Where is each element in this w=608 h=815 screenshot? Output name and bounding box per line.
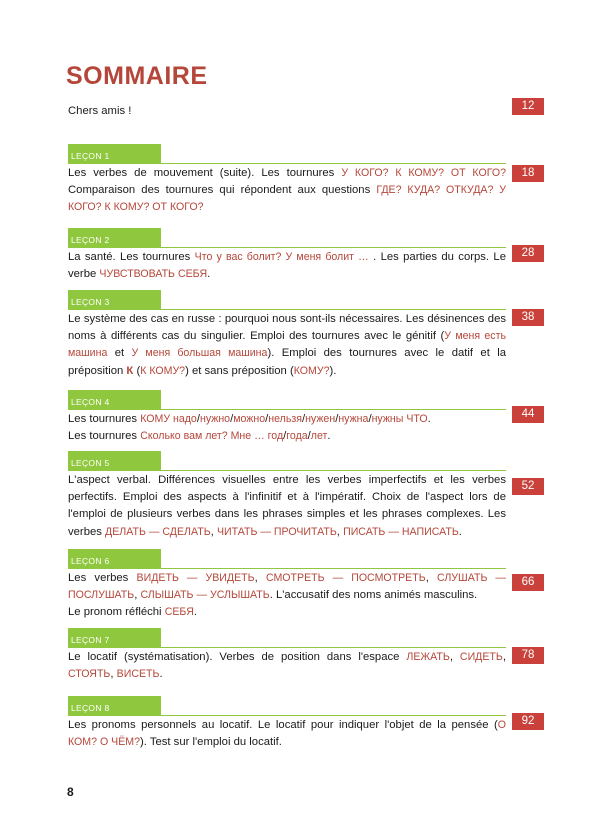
lesson-divider [68,247,506,248]
lesson-description [68,649,506,683]
lesson-divider [68,163,506,164]
lesson-label: LEÇON 1 [68,144,161,163]
lesson-5-page-badge: 52 [512,478,544,495]
lesson-divider [68,470,506,471]
description-text: , [449,651,460,663]
lesson-1 [68,144,506,217]
description-text: , [210,525,217,538]
description-text: , [110,668,117,681]
lesson-label: LEÇON 8 [68,696,161,715]
lesson-label: LEÇON 4 [68,390,161,409]
russian-term: можно [233,413,266,425]
description-text: / [230,413,234,425]
russian-term: нельзя [268,413,302,425]
description-text: La santé. Les tournures [68,251,195,263]
russian-term: ПИСАТЬ — НАПИСАТЬ [343,525,459,538]
lesson-description [68,249,506,283]
description-text: . [458,525,462,538]
lesson-description [68,570,506,622]
lesson-label: LEÇON 6 [68,549,161,568]
russian-term: У меня есть машина [68,330,506,360]
description-text: L'aspect verbal. Différences visuelles entre les verbes imperfectifs et les verbes perfectifs. Emploi des aspects à l'infinitif et à l'impératif. Choix de l'aspect lors de l'emploi de plusieurs verbes dans les phrases simples et les phrases complexes. Les verbes [68,474,506,538]
lesson-2 [68,228,506,283]
intro-page-badge: 12 [512,98,544,115]
description-text: Les pronoms personnels au locatif. Le locatif pour indiquer l'objet de la pensée ( [68,719,498,731]
lesson-divider [68,409,506,410]
description-text: ). [329,364,337,377]
russian-term: СИДЕТЬ [459,651,503,663]
russian-term: ВИСЕТЬ [116,668,160,681]
russian-term: ЛЕЖАТЬ [406,651,450,663]
description-text: Les verbes de mouvement (suite). Les tournures [68,167,342,179]
description-text: Les verbes [68,572,137,584]
description-text: , [134,589,141,602]
page-number: 8 [67,785,74,799]
description-text: . [327,430,331,443]
russian-term: года [286,430,308,443]
russian-term: КОМУ надо [140,413,197,425]
russian-term: К КОМУ? [140,364,186,377]
description-text: / [283,430,287,443]
description-text: . [427,413,431,425]
russian-term: нужно [199,413,231,425]
lesson-description [68,165,506,217]
russian-term: СЕБЯ [164,606,194,619]
russian-term: нужна [338,413,369,425]
description-text: . Les parties du corps. Le verbe [68,251,506,281]
lesson-divider [68,647,506,648]
description-text: / [301,413,306,425]
description-text: / [265,413,269,425]
russian-term: СМОТРЕТЬ — ПОСМОТРЕТЬ [265,572,426,584]
russian-term: Что у вас болит? У меня болит … [194,251,369,263]
description-text: ) et sans préposition ( [185,364,294,377]
description-text: . [207,268,211,281]
lesson-8-page-badge: 92 [512,713,544,730]
description-text: , [425,572,438,584]
russian-term: ЧИТАТЬ — ПРОЧИТАТЬ [216,525,337,538]
russian-term: СЛУШАТЬ — ПОСЛУШАТЬ [68,572,507,602]
intro-entry [68,103,548,119]
description-text: , [502,651,506,663]
description-text: ). Test sur l'emploi du locatif. [139,736,282,749]
russian-term: СТОЯТЬ [68,668,111,681]
description-text: et [107,347,132,360]
lesson-description [68,411,506,445]
lesson-4 [68,390,506,445]
description-text: . [193,606,198,619]
description-text: Le système des cas en russe : pourquoi nous sont-ils nécessaires. Les désinences des noms à différents cas du singulier. Emploi des tournures avec le génitif ( [68,313,506,343]
description-text: . [159,668,163,681]
lesson-label: LEÇON 7 [68,628,161,647]
description-text: / [196,413,200,425]
lesson-divider [68,568,506,569]
lesson-divider [68,309,506,310]
lesson-3-page-badge: 38 [512,309,544,326]
russian-term: нужны ЧТО [371,413,428,425]
lesson-label: LEÇON 2 [68,228,161,247]
description-text: / [307,430,311,443]
russian-term: КОМУ? [293,364,330,377]
russian-term: К [126,364,134,377]
russian-term: О КОМ? О ЧЁМ? [68,719,506,749]
russian-term: У меня большая машина [131,347,268,360]
russian-term: нужен [305,413,336,425]
lesson-6-page-badge: 66 [512,574,544,591]
lesson-6 [68,549,506,622]
description-text: / [368,413,372,425]
description-text: , [336,525,344,538]
description-text: Les tournures [68,430,141,443]
page-title: SOMMAIRE [66,62,208,90]
description-text: Le locatif (systématisation). Verbes de position dans l'espace [68,651,407,663]
description-text: Les tournures [68,413,141,425]
description-text: . L'accusatif des noms animés masculins. [269,589,478,602]
russian-term: СЛЫШАТЬ — УСЛЫШАТЬ [140,589,270,602]
lesson-label: LEÇON 3 [68,290,161,309]
description-text: ). Emploi des tournures avec le datif et la préposition [68,347,507,377]
lesson-7-page-badge: 78 [512,647,544,664]
russian-term: У КОГО? К КОМУ? ОТ КОГО? [341,167,506,179]
lesson-5 [68,451,506,541]
lesson-7 [68,628,506,683]
description-text: / [335,413,339,425]
russian-term: ГДЕ? КУДА? ОТКУДА? У КОГО? К КОМУ? ОТ КОГО? [68,184,506,214]
lesson-1-page-badge: 18 [512,165,544,182]
russian-term: Сколько вам лет? Мне … год [140,430,284,443]
lesson-description [68,717,506,751]
lesson-label: LEÇON 5 [68,451,161,470]
russian-term: ДЕЛАТЬ — СДЕЛАТЬ [105,525,211,538]
description-text: Comparaison des tournures qui répondent aux questions [68,184,377,197]
description-text: , [254,572,266,584]
lesson-8 [68,696,506,751]
description-text: ( [133,364,141,377]
lesson-description [68,472,506,541]
russian-term: ЧУВСТВОВАТЬ СЕБЯ [99,268,208,281]
lesson-2-page-badge: 28 [512,245,544,262]
lesson-3 [68,290,506,380]
description-text: Le pronom réfléchi [68,606,165,619]
russian-term: ВИДЕТЬ — УВИДЕТЬ [136,572,255,584]
russian-term: лет [310,430,328,443]
lesson-4-page-badge: 44 [512,406,544,423]
intro-text: Chers amis ! [68,105,132,117]
lesson-divider [68,715,506,716]
lesson-description [68,311,506,380]
